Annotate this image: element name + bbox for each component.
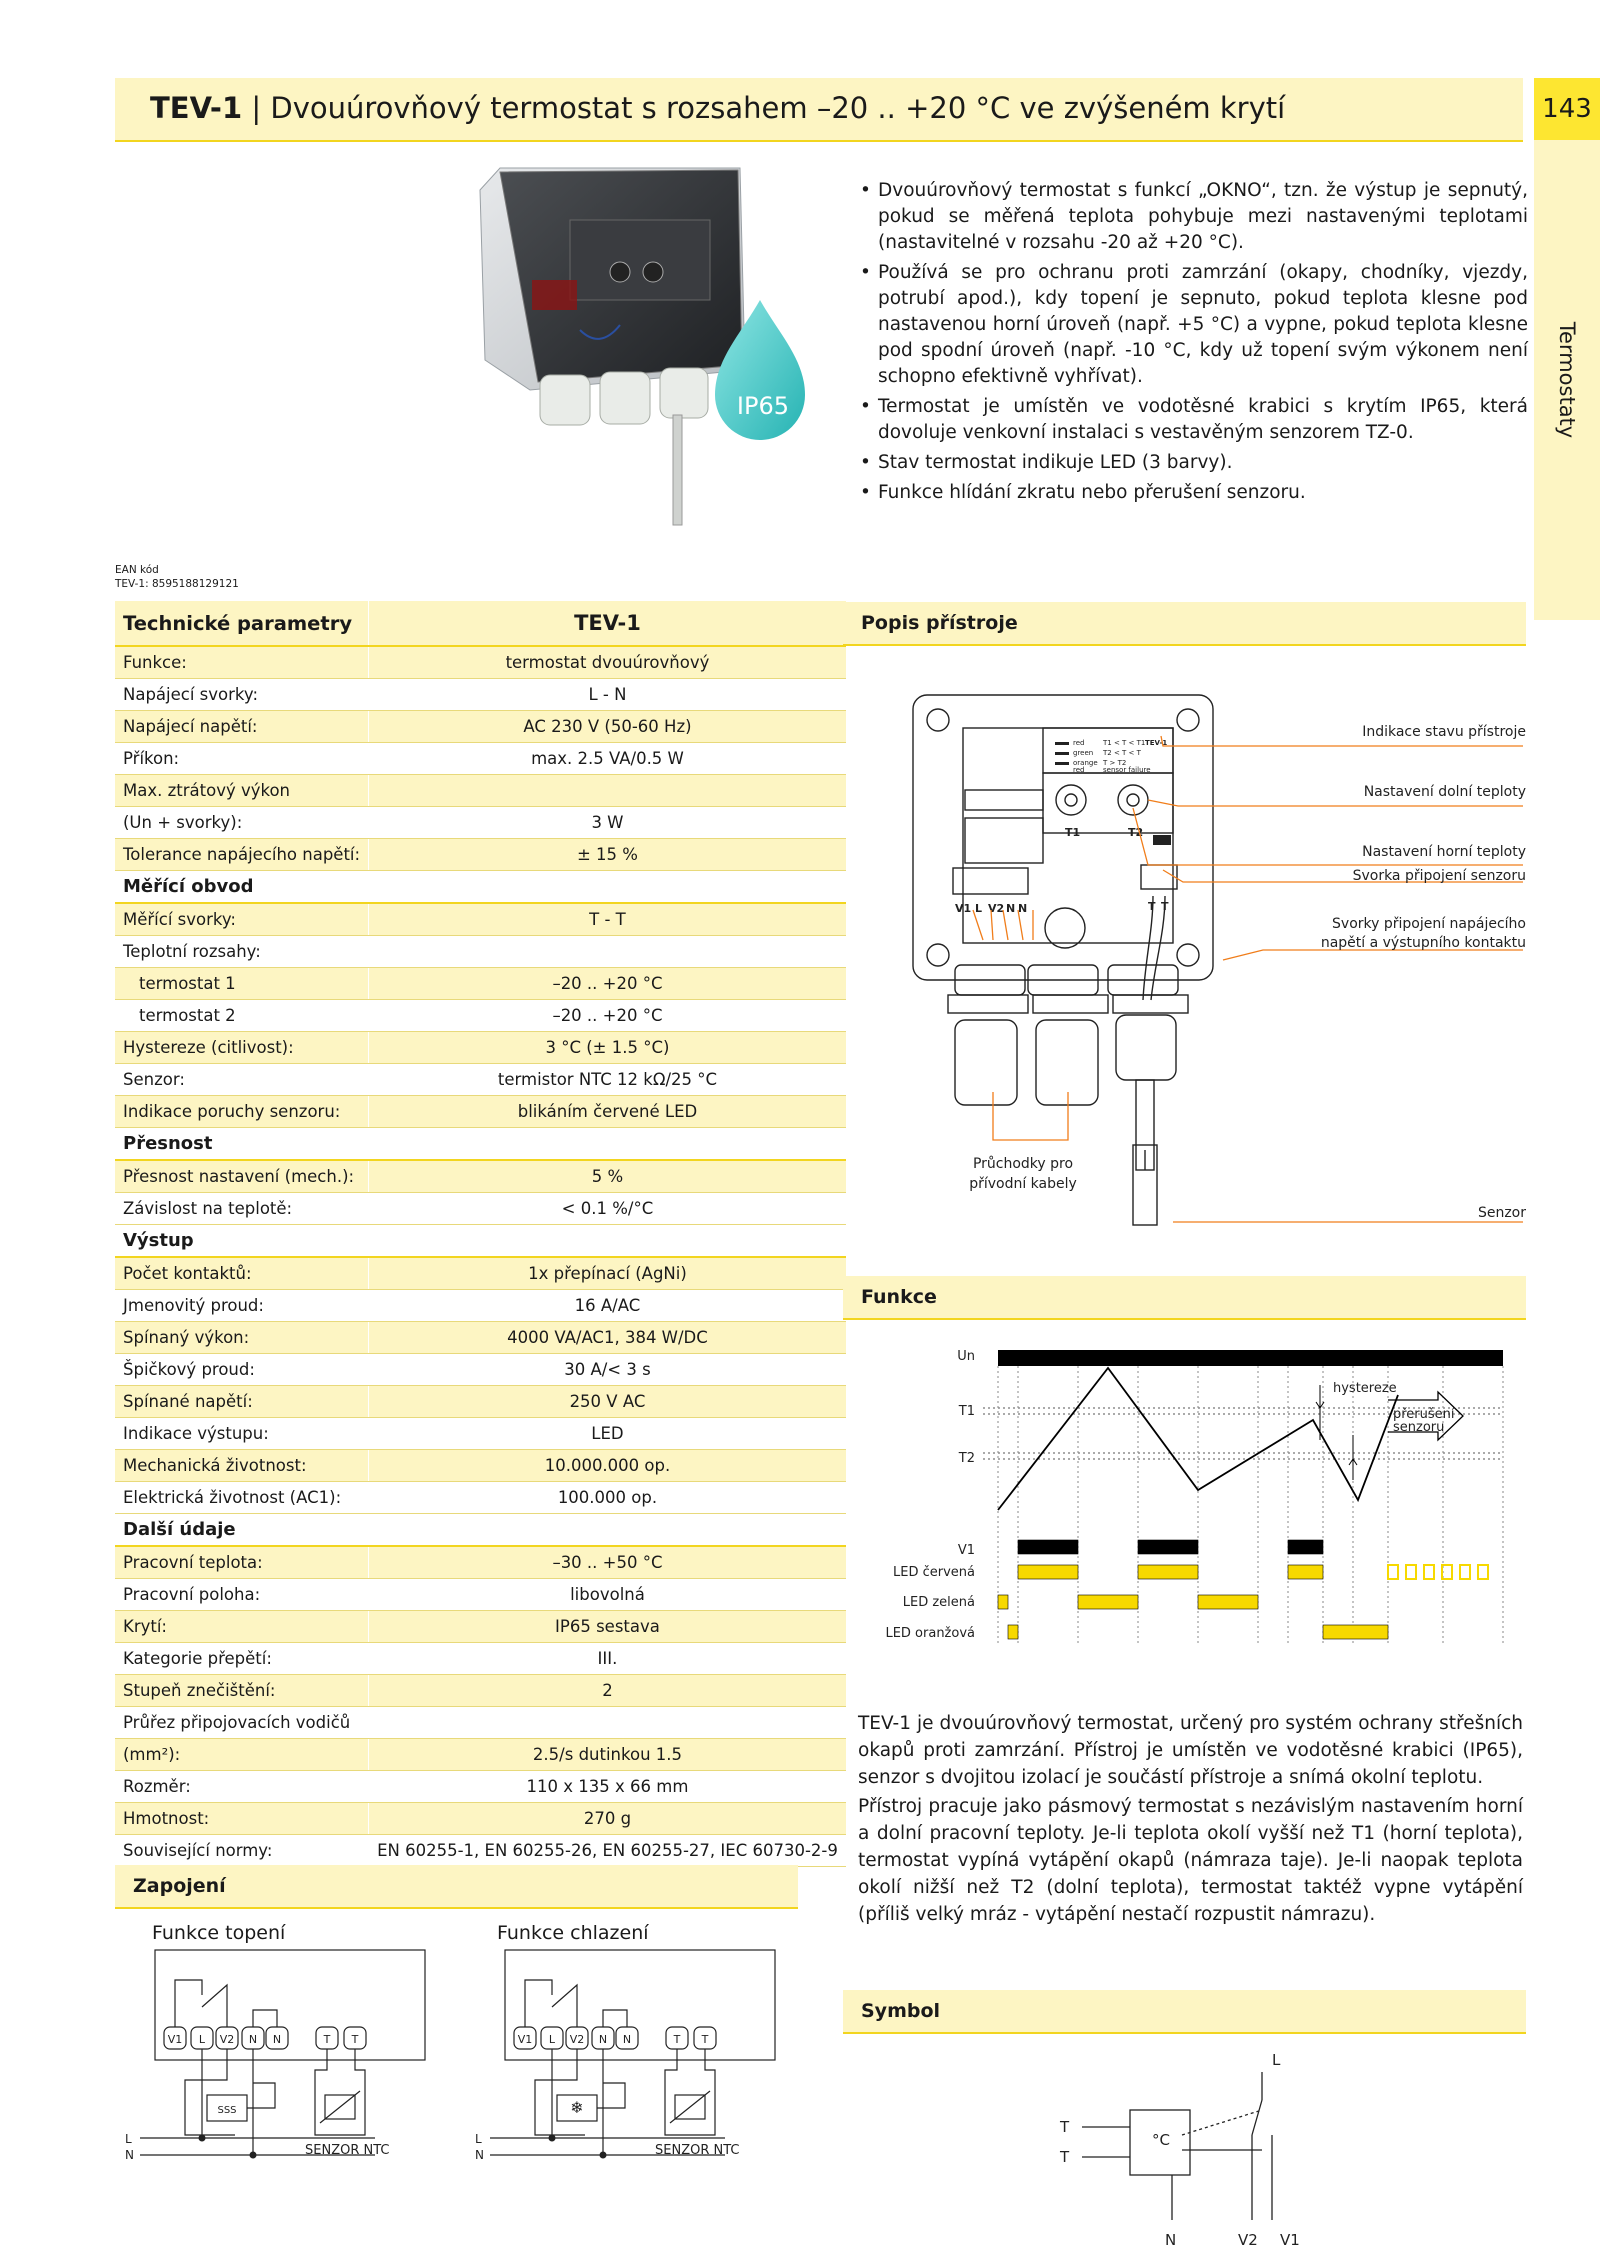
parameter-label: Rozměr: (115, 1771, 369, 1803)
wiring-rail-n: N (475, 2148, 484, 2160)
parameter-label: Závislost na teplotě: (115, 1193, 369, 1225)
parameter-label: Kategorie přepětí: (115, 1643, 369, 1675)
feature-item: • Funkce hlídání zkratu nebo přerušení senzoru. (858, 480, 1528, 506)
parameter-value: 110 x 135 x 66 mm (369, 1771, 846, 1803)
feature-list (858, 178, 1528, 510)
timing-label-led-orange: LED oranžová (885, 1626, 975, 1641)
gland-3 (1116, 1015, 1176, 1080)
panel-term-l: L (975, 902, 983, 915)
panel-model: TEV-1 (1145, 739, 1168, 747)
heater-icon: SSS (217, 2105, 237, 2116)
timing-bar-blink (1424, 1565, 1434, 1579)
parameter-label: Senzor: (115, 1064, 369, 1096)
parameter-label: Mechanická životnost: (115, 1450, 369, 1482)
wiring-terminal-label: V2 (569, 2033, 585, 2046)
cable-glands (540, 368, 708, 425)
panel-led-orange: orange (1073, 759, 1098, 767)
timing-bar (1288, 1540, 1323, 1554)
function-title: Funkce (843, 1276, 1526, 1320)
parameter-row (115, 1707, 846, 1739)
parameter-label: Indikace poruchy senzoru: (115, 1096, 369, 1128)
dial-t2 (643, 262, 663, 282)
wiring-heating (125, 1950, 425, 2160)
gland-2 (1036, 1020, 1098, 1105)
parameter-row (115, 711, 846, 743)
timing-bar-blink (1388, 1565, 1398, 1579)
dial-panel (1043, 773, 1173, 833)
parameter-label: termostat 2 (115, 1000, 369, 1032)
parameter-row (115, 1418, 846, 1450)
panel-term-n2: N (1018, 902, 1028, 915)
page-title (150, 88, 1285, 128)
section-title: Přesnost (115, 1128, 846, 1161)
description-block (858, 1710, 1523, 1928)
wiring-terminal-label: N (622, 2033, 632, 2046)
function-timing-diagram (843, 1340, 1533, 1650)
parameter-value: –30 .. +50 °C (369, 1546, 846, 1579)
parameter-row (115, 1450, 846, 1482)
parameter-value: LED (369, 1418, 846, 1450)
panel-state-3: T > T2 (1103, 759, 1127, 767)
device-module (570, 220, 710, 300)
title-text: Dvouúrovňový termostat s rozsahem –20 .. +20 °C ve zvýšeném krytí (270, 91, 1286, 125)
timing-label-v1: V1 (957, 1543, 975, 1558)
side-tab-text: Termostaty (1555, 321, 1579, 439)
parameter-value: 2.5/s dutinkou 1.5 (369, 1739, 846, 1771)
timing-label-un: Un (957, 1349, 975, 1364)
parameter-label: Přesnost nastavení (mech.): (115, 1160, 369, 1193)
parameter-label: Měřící svorky: (115, 903, 369, 936)
parameter-label: Teplotní rozsahy: (115, 936, 369, 968)
parameter-value: 30 A/< 3 s (369, 1354, 846, 1386)
parameter-row (115, 743, 846, 775)
parameter-value: max. 2.5 VA/0.5 W (369, 743, 846, 775)
parameter-row (115, 968, 846, 1000)
timing-bar (1008, 1625, 1018, 1639)
wiring-terminal-label: N (598, 2033, 608, 2046)
parameter-row (115, 1064, 846, 1096)
parameter-value: 100.000 op. (369, 1482, 846, 1514)
parameter-row (115, 1675, 846, 1707)
parameter-row (115, 903, 846, 936)
parameter-row (115, 839, 846, 871)
symbol-label-v1: V1 (1280, 2231, 1300, 2249)
parameter-value: III. (369, 1643, 846, 1675)
parameters-model: TEV-1 (369, 601, 846, 646)
wiring-terminal-label: N (272, 2033, 282, 2046)
parameter-label: Související normy: (115, 1835, 369, 1867)
parameter-label: termostat 1 (115, 968, 369, 1000)
parameter-label: Hystereze (citlivost): (115, 1032, 369, 1064)
parameter-value: 3 °C (± 1.5 °C) (369, 1032, 846, 1064)
parameter-row (115, 1835, 846, 1867)
un-bar (998, 1350, 1503, 1366)
parameter-row (115, 807, 846, 839)
parameter-row (115, 1546, 846, 1579)
feature-item: • Dvouúrovňový termostat s funkcí „OKNO“, tzn. že výstup je sepnutý, pokud se měřená teplota pohybuje mezi nastavenými teplotami (nastavitelné v rozsahu -20 až +20 °C). (858, 178, 1528, 256)
panel-led-red: red (1073, 739, 1085, 747)
ean-block (115, 563, 239, 591)
wiring-cooling (475, 1950, 775, 2160)
parameter-row (115, 1354, 846, 1386)
wiring-terminal-label: V2 (219, 2033, 235, 2046)
wiring-rail-n: N (125, 2148, 134, 2160)
timing-break-label-1: přerušení (1393, 1407, 1455, 1422)
parameters-table (115, 601, 846, 1867)
parameter-value: 270 g (369, 1803, 846, 1835)
section-title: Výstup (115, 1225, 846, 1258)
symbol-label-degc: °C (1152, 2131, 1170, 2149)
description-paragraph: Přístroj pracuje jako pásmový termostat s nezávislým nastavením horní a dolní pracovní teploty. Je-li teplota okolí vyšší než T1 (horní teplota), termostat vypíná vytápění okapů (námraza taje). Je-li naopak teplota okolí nižší než T2 (dolní teplota), termostat taktéž vypne vytápění (příliš velký mráz - vytápění nestačí rozpustit námrazu). (858, 1796, 1523, 1925)
parameter-label: Elektrická životnost (AC1): (115, 1482, 369, 1514)
parameter-value: –20 .. +20 °C (369, 968, 846, 1000)
wiring-terminal-label: T (323, 2033, 331, 2046)
parameter-row (115, 1643, 846, 1675)
wiring-terminal-label: L (548, 2033, 556, 2046)
parameter-value: 3 W (369, 807, 846, 839)
title-separator: | (251, 91, 262, 125)
parameter-value: L - N (369, 679, 846, 711)
hysteresis-marks (1316, 1385, 1357, 1480)
parameter-row (115, 1096, 846, 1128)
parameter-value (369, 1707, 846, 1739)
parameter-label: Indikace výstupu: (115, 1418, 369, 1450)
parameter-value: IP65 sestava (369, 1611, 846, 1643)
parameter-label: Hmotnost: (115, 1803, 369, 1835)
device-description-title: Popis přístroje (843, 602, 1526, 646)
parameter-row (115, 1000, 846, 1032)
device-symbol (1040, 2040, 1340, 2255)
callout-status: Indikace stavu přístroje (1362, 724, 1526, 740)
wiring-rail-l: L (475, 2132, 482, 2146)
timing-hysteresis-label: hystereze (1333, 1381, 1397, 1396)
parameter-value: AC 230 V (50-60 Hz) (369, 711, 846, 743)
parameter-row (115, 1322, 846, 1354)
parameter-label: Tolerance napájecího napětí: (115, 839, 369, 871)
product-photo (460, 160, 820, 540)
symbol-title: Symbol (843, 1990, 1526, 2034)
panel-dial-t1: T1 (1065, 826, 1081, 839)
parameter-value: 10.000.000 op. (369, 1450, 846, 1482)
panel-term-t1: T (1148, 900, 1156, 913)
timing-bar (1138, 1540, 1198, 1554)
parameter-label: Max. ztrátový výkon (115, 775, 369, 807)
page-number: 143 (1534, 78, 1600, 140)
timing-label-t1: T1 (958, 1404, 975, 1419)
parameter-value: libovolná (369, 1579, 846, 1611)
parameters-section (115, 1514, 846, 1547)
parameter-row (115, 1803, 846, 1835)
panel-state-1: T1 < T < T1 (1103, 739, 1146, 747)
parameter-value: 1x přepínací (AgNi) (369, 1257, 846, 1290)
wiring-terminal-label: V1 (167, 2033, 183, 2046)
terminal-block (532, 280, 577, 310)
parameter-row (115, 936, 846, 968)
ean-label: EAN kód (115, 564, 159, 576)
device-diagram (843, 670, 1533, 1240)
timing-bar (998, 1595, 1008, 1609)
parameter-value: 4000 VA/AC1, 384 W/DC (369, 1322, 846, 1354)
side-tab-label[interactable] (1534, 140, 1600, 620)
feature-item: • Stav termostat indikuje LED (3 barvy). (858, 450, 1528, 476)
parameter-row (115, 1771, 846, 1803)
ip65-label: IP65 (736, 392, 789, 420)
callout-glands-2: přívodní kabely (969, 1176, 1077, 1192)
timing-label-t2: T2 (958, 1451, 975, 1466)
timing-bars (998, 1540, 1488, 1639)
parameters-section (115, 871, 846, 904)
parameter-value (369, 775, 846, 807)
timing-bar (1323, 1625, 1388, 1639)
timing-label-led-green: LED zelená (902, 1595, 975, 1610)
parameter-label: Napájecí napětí: (115, 711, 369, 743)
wiring-sensor-label: SENZOR NTC (305, 2143, 390, 2158)
panel-led-green: green (1073, 749, 1094, 757)
wiring-title: Zapojení (115, 1865, 798, 1909)
parameter-label: Napájecí svorky: (115, 679, 369, 711)
parameter-value: 16 A/AC (369, 1290, 846, 1322)
cooling-icon: ❄ (570, 2098, 584, 2117)
parameter-value: 2 (369, 1675, 846, 1707)
parameter-value: 250 V AC (369, 1386, 846, 1418)
parameter-row (115, 1482, 846, 1514)
parameter-label: Krytí: (115, 1611, 369, 1643)
parameter-row (115, 1290, 846, 1322)
callout-sensor-terminal: Svorka připojení senzoru (1352, 868, 1526, 884)
wiring-terminal-label: T (701, 2033, 709, 2046)
parameter-row (115, 1257, 846, 1290)
parameter-row (115, 1386, 846, 1418)
parameter-label: Špičkový proud: (115, 1354, 369, 1386)
wiring-terminal-label: T (351, 2033, 359, 2046)
parameter-row (115, 1611, 846, 1643)
dial-t1-outline (1056, 785, 1086, 815)
parameter-label: Pracovní poloha: (115, 1579, 369, 1611)
header-underline (115, 140, 1523, 142)
panel-term-v1: V1 (955, 902, 972, 915)
timing-bar-blink (1406, 1565, 1416, 1579)
symbol-label-v2: V2 (1238, 2231, 1258, 2249)
wiring-terminal-label: L (198, 2033, 206, 2046)
parameter-label: Příkon: (115, 743, 369, 775)
panel-term-v2: V2 (988, 902, 1005, 915)
parameter-row (115, 646, 846, 679)
panel-led-red-2: red (1073, 766, 1085, 774)
feature-item: • Používá se pro ochranu proti zamrzání (okapy, chodníky, vjezdy, potrubí apod.), kdy topení je sepnuto, pokud teplota klesne pod nastavenou horní úroveň (např. +5 °C) a vypne, pokud teplota klesne pod spodní úroveň (např. -10 °C, kdy už topení svým výkonem není schopno efektivně vyhřívat). (858, 260, 1528, 390)
parameter-value: termostat dvouúrovňový (369, 646, 846, 679)
timing-bar (1018, 1565, 1078, 1579)
ean-value: TEV-1: 8595188129121 (115, 578, 239, 590)
wiring-diagrams (115, 1945, 815, 2160)
symbol-label-n: N (1165, 2231, 1177, 2249)
callout-upper-temp: Nastavení horní teploty (1362, 844, 1526, 860)
wiring-sensor-label: SENZOR NTC (655, 2143, 740, 2158)
parameter-label: Funkce: (115, 646, 369, 679)
description-paragraph: TEV-1 je dvouúrovňový termostat, určený pro systém ochrany střešních okapů proti zamrzání. Přístroj je umístěn ve vodotěsné krabici (IP65), senzor s dvojitou izolací je součástí přístroje a snímá okolní teplotu. (858, 1713, 1523, 1788)
panel-term-n1: N (1006, 902, 1016, 915)
callout-sensor: Senzor (1477, 1205, 1526, 1221)
parameter-value (369, 936, 846, 968)
panel-term-t2: T (1161, 900, 1169, 913)
symbol-label-t1: T (1060, 2118, 1070, 2136)
parameters-section (115, 1128, 846, 1161)
parameter-row (115, 775, 846, 807)
parameter-label: Spínané napětí: (115, 1386, 369, 1418)
wiring-terminal-label: N (248, 2033, 258, 2046)
parameter-value: blikáním červené LED (369, 1096, 846, 1128)
parameter-row (115, 1032, 846, 1064)
timing-bar (1078, 1595, 1138, 1609)
section-title: Měřící obvod (115, 871, 846, 904)
wiring-rail-l: L (125, 2132, 132, 2146)
parameter-row (115, 1739, 846, 1771)
callout-glands-1: Průchodky pro (972, 1156, 1074, 1172)
parameter-label: Průřez připojovacích vodičů (115, 1707, 369, 1739)
sensor-terminals (1141, 865, 1177, 889)
wiring-terminal-label: V1 (517, 2033, 533, 2046)
callout-power-2: napětí a výstupního kontaktu (1320, 935, 1526, 951)
parameter-label: Spínaný výkon: (115, 1322, 369, 1354)
parameter-label: Stupeň znečištění: (115, 1675, 369, 1707)
dial-t1 (610, 262, 630, 282)
parameter-row (115, 1160, 846, 1193)
section-title: Další údaje (115, 1514, 846, 1547)
wiring-terminal-label: T (673, 2033, 681, 2046)
timing-break-label-2: senzoru (1393, 1420, 1445, 1435)
parameter-value: T - T (369, 903, 846, 936)
parameter-row (115, 1579, 846, 1611)
parameter-value: termistor NTC 12 kΩ/25 °C (369, 1064, 846, 1096)
parameter-value: < 0.1 %/°C (369, 1193, 846, 1225)
symbol-label-t2: T (1060, 2148, 1070, 2166)
parameter-label: (Un + svorky): (115, 807, 369, 839)
parameter-value: –20 .. +20 °C (369, 1000, 846, 1032)
callout-power-1: Svorky připojení napájecího (1332, 916, 1526, 932)
parameter-label: Pracovní teplota: (115, 1546, 369, 1579)
callout-lower-temp: Nastavení dolní teploty (1363, 784, 1526, 800)
timing-bar-blink (1478, 1565, 1488, 1579)
wiring-cooling-title: Funkce chlazení (497, 1922, 649, 1944)
panel-state-4: sensor failure (1103, 766, 1151, 774)
parameter-value: EN 60255-1, EN 60255-26, EN 60255-27, IEC 60730-2-9 (369, 1835, 846, 1867)
symbol-label-l: L (1272, 2051, 1281, 2069)
feature-item: • Termostat je umístěn ve vodotěsné krabici s krytím IP65, která dovoluje venkovní instalaci s vestavěným senzorem TZ-0. (858, 394, 1528, 446)
panel-dial-t2: T2 (1128, 826, 1144, 839)
parameters-title: Technické parametry (115, 601, 369, 646)
panel-state-2: T2 < T < T (1103, 749, 1141, 757)
parameters-section (115, 1225, 846, 1258)
wiring-heating-title: Funkce topení (152, 1922, 286, 1944)
timing-bar (1018, 1540, 1078, 1554)
parameter-label: Počet kontaktů: (115, 1257, 369, 1290)
timing-label-led-red: LED červená (893, 1565, 975, 1580)
timing-bar (1198, 1595, 1258, 1609)
parameter-row (115, 679, 846, 711)
model-name: TEV-1 (150, 91, 243, 125)
parameters-header (115, 601, 846, 646)
sensor-probe (673, 415, 682, 525)
parameter-label: Jmenovitý proud: (115, 1290, 369, 1322)
timing-bar (1138, 1565, 1198, 1579)
gland-1 (955, 1020, 1017, 1105)
parameter-value: 5 % (369, 1160, 846, 1193)
parameter-row (115, 1193, 846, 1225)
timing-bar-blink (1460, 1565, 1470, 1579)
parameter-label: (mm²): (115, 1739, 369, 1771)
parameter-value: ± 15 % (369, 839, 846, 871)
power-terminals (953, 868, 1028, 894)
timing-bar (1288, 1565, 1323, 1579)
